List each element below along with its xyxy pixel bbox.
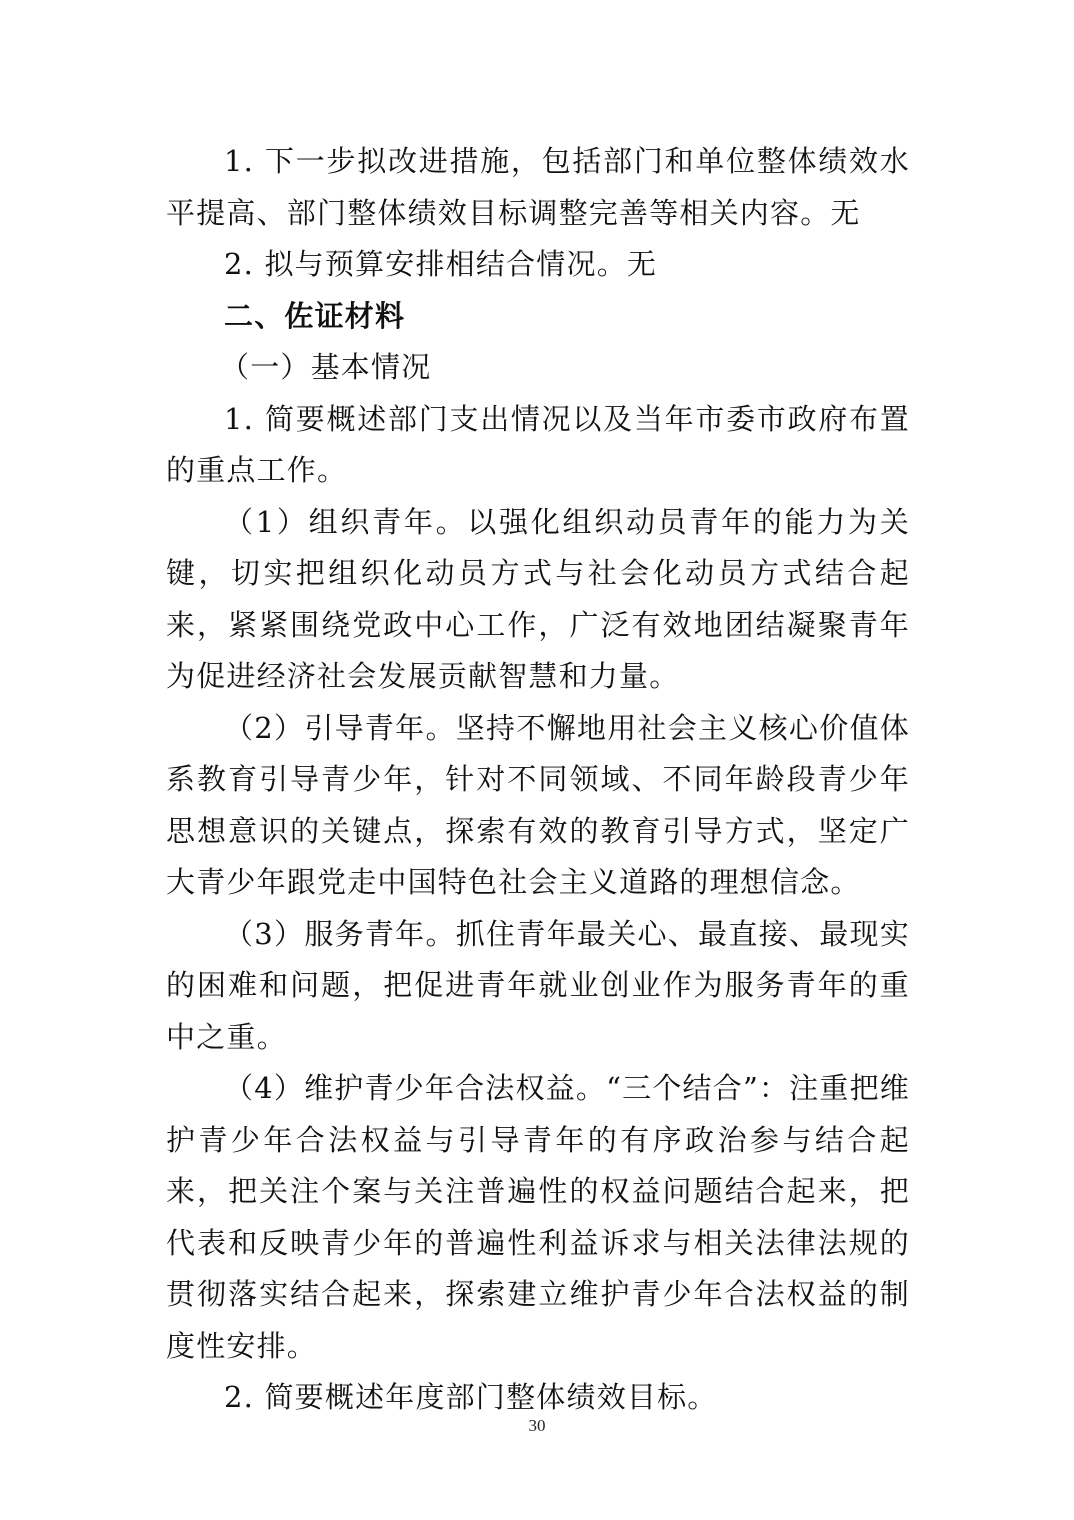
- paragraph-organize-youth: （1）组织青年。以强化组织动员青年的能力为关键，切实把组织化动员方式与社会化动员方式结合起来，紧紧围绕党政中心工作，广泛有效地团结凝聚青年为促进经济社会发展贡献智慧和力量。: [166, 504, 910, 693]
- paragraph-guide-youth: （2）引导青年。坚持不懈地用社会主义核心价值体系教育引导青少年，针对不同领域、不同年龄段青少年思想意识的关键点，探索有效的教育引导方式，坚定广大青少年跟党走中国特色社会主义道路的理想信念。: [166, 710, 910, 899]
- section-heading-evidence: 二、佐证材料: [224, 298, 406, 333]
- paragraph-budget-combination: 2. 拟与预算安排相结合情况。无: [224, 247, 658, 281]
- document-body: [166, 136, 910, 1424]
- subsection-heading-basic-info: （一）基本情况: [220, 350, 432, 384]
- paragraph-protect-rights: （4）维护青少年合法权益。“三个结合”：注重把维护青少年合法权益与引导青年的有序政治参与结合起来，把关注个案与关注普遍性的权益问题结合起来，把代表和反映青少年的普遍性利益诉求与相关法律法规的贯彻落实结合起来，探索建立维护青少年合法权益的制度性安排。: [166, 1071, 910, 1363]
- paragraph-improvement-measures: 1. 下一步拟改进措施，包括部门和单位整体绩效水平提高、部门整体绩效目标调整完善等相关内容。无: [166, 144, 910, 230]
- paragraph-performance-goals: 2. 简要概述年度部门整体绩效目标。: [224, 1380, 718, 1414]
- page-number: 30: [528, 1416, 546, 1435]
- paragraph-expenditure-overview: 1. 简要概述部门支出情况以及当年市委市政府布置的重点工作。: [166, 401, 910, 487]
- paragraph-serve-youth: （3）服务青年。抓住青年最关心、最直接、最现实的困难和问题，把促进青年就业创业作为服务青年的重中之重。: [166, 916, 910, 1054]
